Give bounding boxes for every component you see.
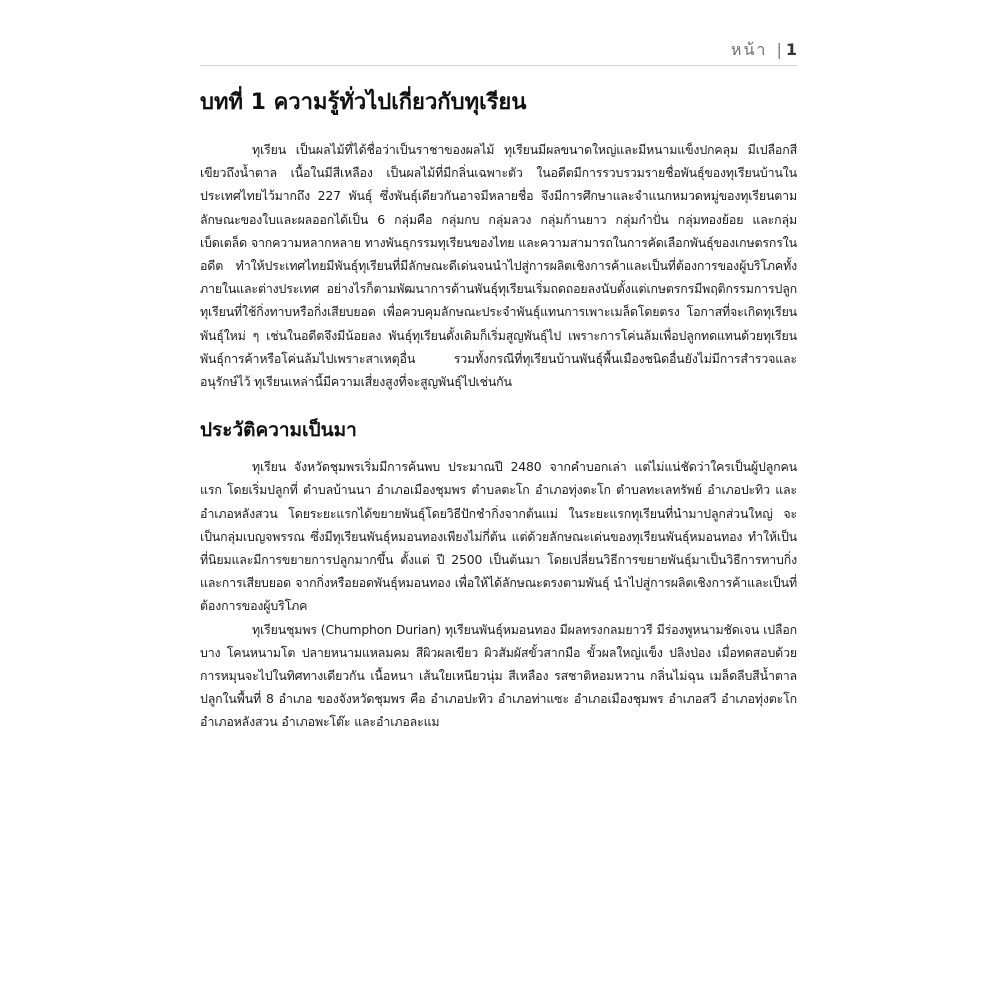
page-content [200, 86, 797, 734]
chapter-paragraph-1: ทุเรียน เป็นผลไม้ที่ได้ชื่อว่าเป็นราชาของผลไม้ ทุเรียนมีผลขนาดใหญ่และมีหนามแข็งปกคลุม มีเปลือกสีเขียวถึงน้ำตาล เนื้อในมีสีเหลือง เป็นผลไม้ที่มีกลิ่นเฉพาะตัว ในอดีตมีการรวบรวมรายชื่อพันธุ์ของทุเรียนบ้านในประเทศไทยไว้มากถึง 227 พันธุ์ ซึ่งพันธุ์เดียวกันอาจมีหลายชื่อ จึงมีการศึกษาและจำแนกหมวดหมู่ของทุเรียนตามลักษณะของใบและผลออกได้เป็น 6 กลุ่มคือ กลุ่มกบ กลุ่มลวง กลุ่มก้านยาว กลุ่มกำปั่น กลุ่มทองย้อย และกลุ่มเบ็ดเตล็ด จากความหลากหลาย ทางพันธุกรรมทุเรียนของไทย และความสามารถในการคัดเลือกพันธุ์ของเกษตรกรในอดีต ทำให้ประเทศไทยมีพันธุ์ทุเรียนที่มีลักษณะดีเด่นจนนำไปสู่การผลิตเชิงการค้าและเป็นที่ต้องการของผู้บริโภคทั้งภายในและต่างประเทศ อย่างไรก็ตามพัฒนาการด้านพันธุ์ทุเรียนเริ่มถดถอยลงนับตั้งแต่เกษตรกรมีพฤติกรรมการปลูกทุเรียนที่ใช้กิ่งทาบหรือกิ่งเสียบยอด เพื่อควบคุมลักษณะประจำพันธุ์แทนการเพาะเมล็ดโดยตรง โอกาสที่จะเกิดทุเรียนพันธุ์ใหม่ ๆ เช่นในอดีตจึงมีน้อยลง พันธุ์ทุเรียนดั้งเดิมก็เริ่มสูญพันธุ์ไป เพราะการโค่นล้มเพื่อปลูกทดแทนด้วยทุเรียนพันธุ์การค้าหรือโค่นล้มไปเพราะสาเหตุอื่น รวมทั้งกรณีที่ทุเรียนบ้านพันธุ์พื้นเมืองชนิดอื่นยังไม่มีการสำรวจและอนุรักษ์ไว้ ทุเรียนเหล่านี้มีความเสี่ยงสูงที่จะสูญพันธุ์ไปเช่นกัน [200, 142, 797, 390]
section-paragraph-1: ทุเรียน จังหวัดชุมพรเริ่มมีการค้นพบ ประมาณปี 2480 จากคำบอกเล่า แต่ไม่แน่ชัดว่าใครเป็นผู้ปลูกคนแรก โดยเริ่มปลูกที่ ตำบลบ้านนา อำเภอเมืองชุมพร ตำบลตะโก อำเภอทุ่งตะโก ตำบลทะเลทรัพย์ อำเภอปะทิว และอำเภอหลังสวน โดยระยะแรกได้ขยายพันธุ์โดยวิธีปักชำกิ่งจากต้นแม่ ในระยะแรกทุเรียนที่นำมาปลูกส่วนใหญ่ จะเป็นกลุ่มเบญจพรรณ ซึ่งมีทุเรียนพันธุ์หมอนทองเพียงไม่กี่ต้น แต่ด้วยลักษณะเด่นของทุเรียนพันธุ์หมอนทอง ทำให้เป็นที่นิยมและมีการขยายการปลูกมากขึ้น ตั้งแต่ ปี 2500 เป็นต้นมา โดยเปลี่ยนวิธีการขยายพันธุ์มาเป็นวิธีการทาบกิ่ง และการเสียบยอด จากกิ่งหรือยอดพันธุ์หมอนทอง เพื่อให้ได้ลักษณะตรงตามพันธุ์ นำไปสู่การผลิตเชิงการค้าและเป็นที่ต้องการของผู้บริโภค [200, 459, 797, 614]
page-number-label [731, 38, 797, 63]
header-rule [200, 65, 797, 66]
chapter-title: บทที่ 1 ความรู้ทั่วไปเกี่ยวกับทุเรียน [200, 90, 527, 115]
page-number: 1 [785, 40, 797, 59]
header-separator: | [776, 40, 782, 59]
section-title: ประวัติความเป็นมา [200, 419, 357, 442]
section-paragraph-2: ทุเรียนชุมพร (Chumphon Durian) ทุเรียนพันธุ์หมอนทอง มีผลทรงกลมยาวรี มีร่องพูหนามชัดเจน เปลือกบาง โคนหนามโต ปลายหนามแหลมคม สีผิวผลเขียว ผิวสัมผัสขั้วสากมือ ขั้วผลใหญ่แข็ง ปลิงป่อง เมื่อทดสอบด้วยการหมุนจะไปในทิศทางเดียวกัน เนื้อหนา เส้นใยเหนียวนุ่ม สีเหลือง รสชาติหอมหวาน กลิ่นไม่ฉุน เมล็ดลีบสีน้ำตาล ปลูกในพื้นที่ 8 อำเภอ ของจังหวัดชุมพร คือ อำเภอปะทิว อำเภอท่าแซะ อำเภอเมืองชุมพร อำเภอสวี อำเภอทุ่งตะโก อำเภอหลังสวน อำเภอพะโต๊ะ และอำเภอละแม [200, 621, 797, 730]
page-header [200, 36, 797, 66]
page-label: หน้า [730, 40, 768, 59]
